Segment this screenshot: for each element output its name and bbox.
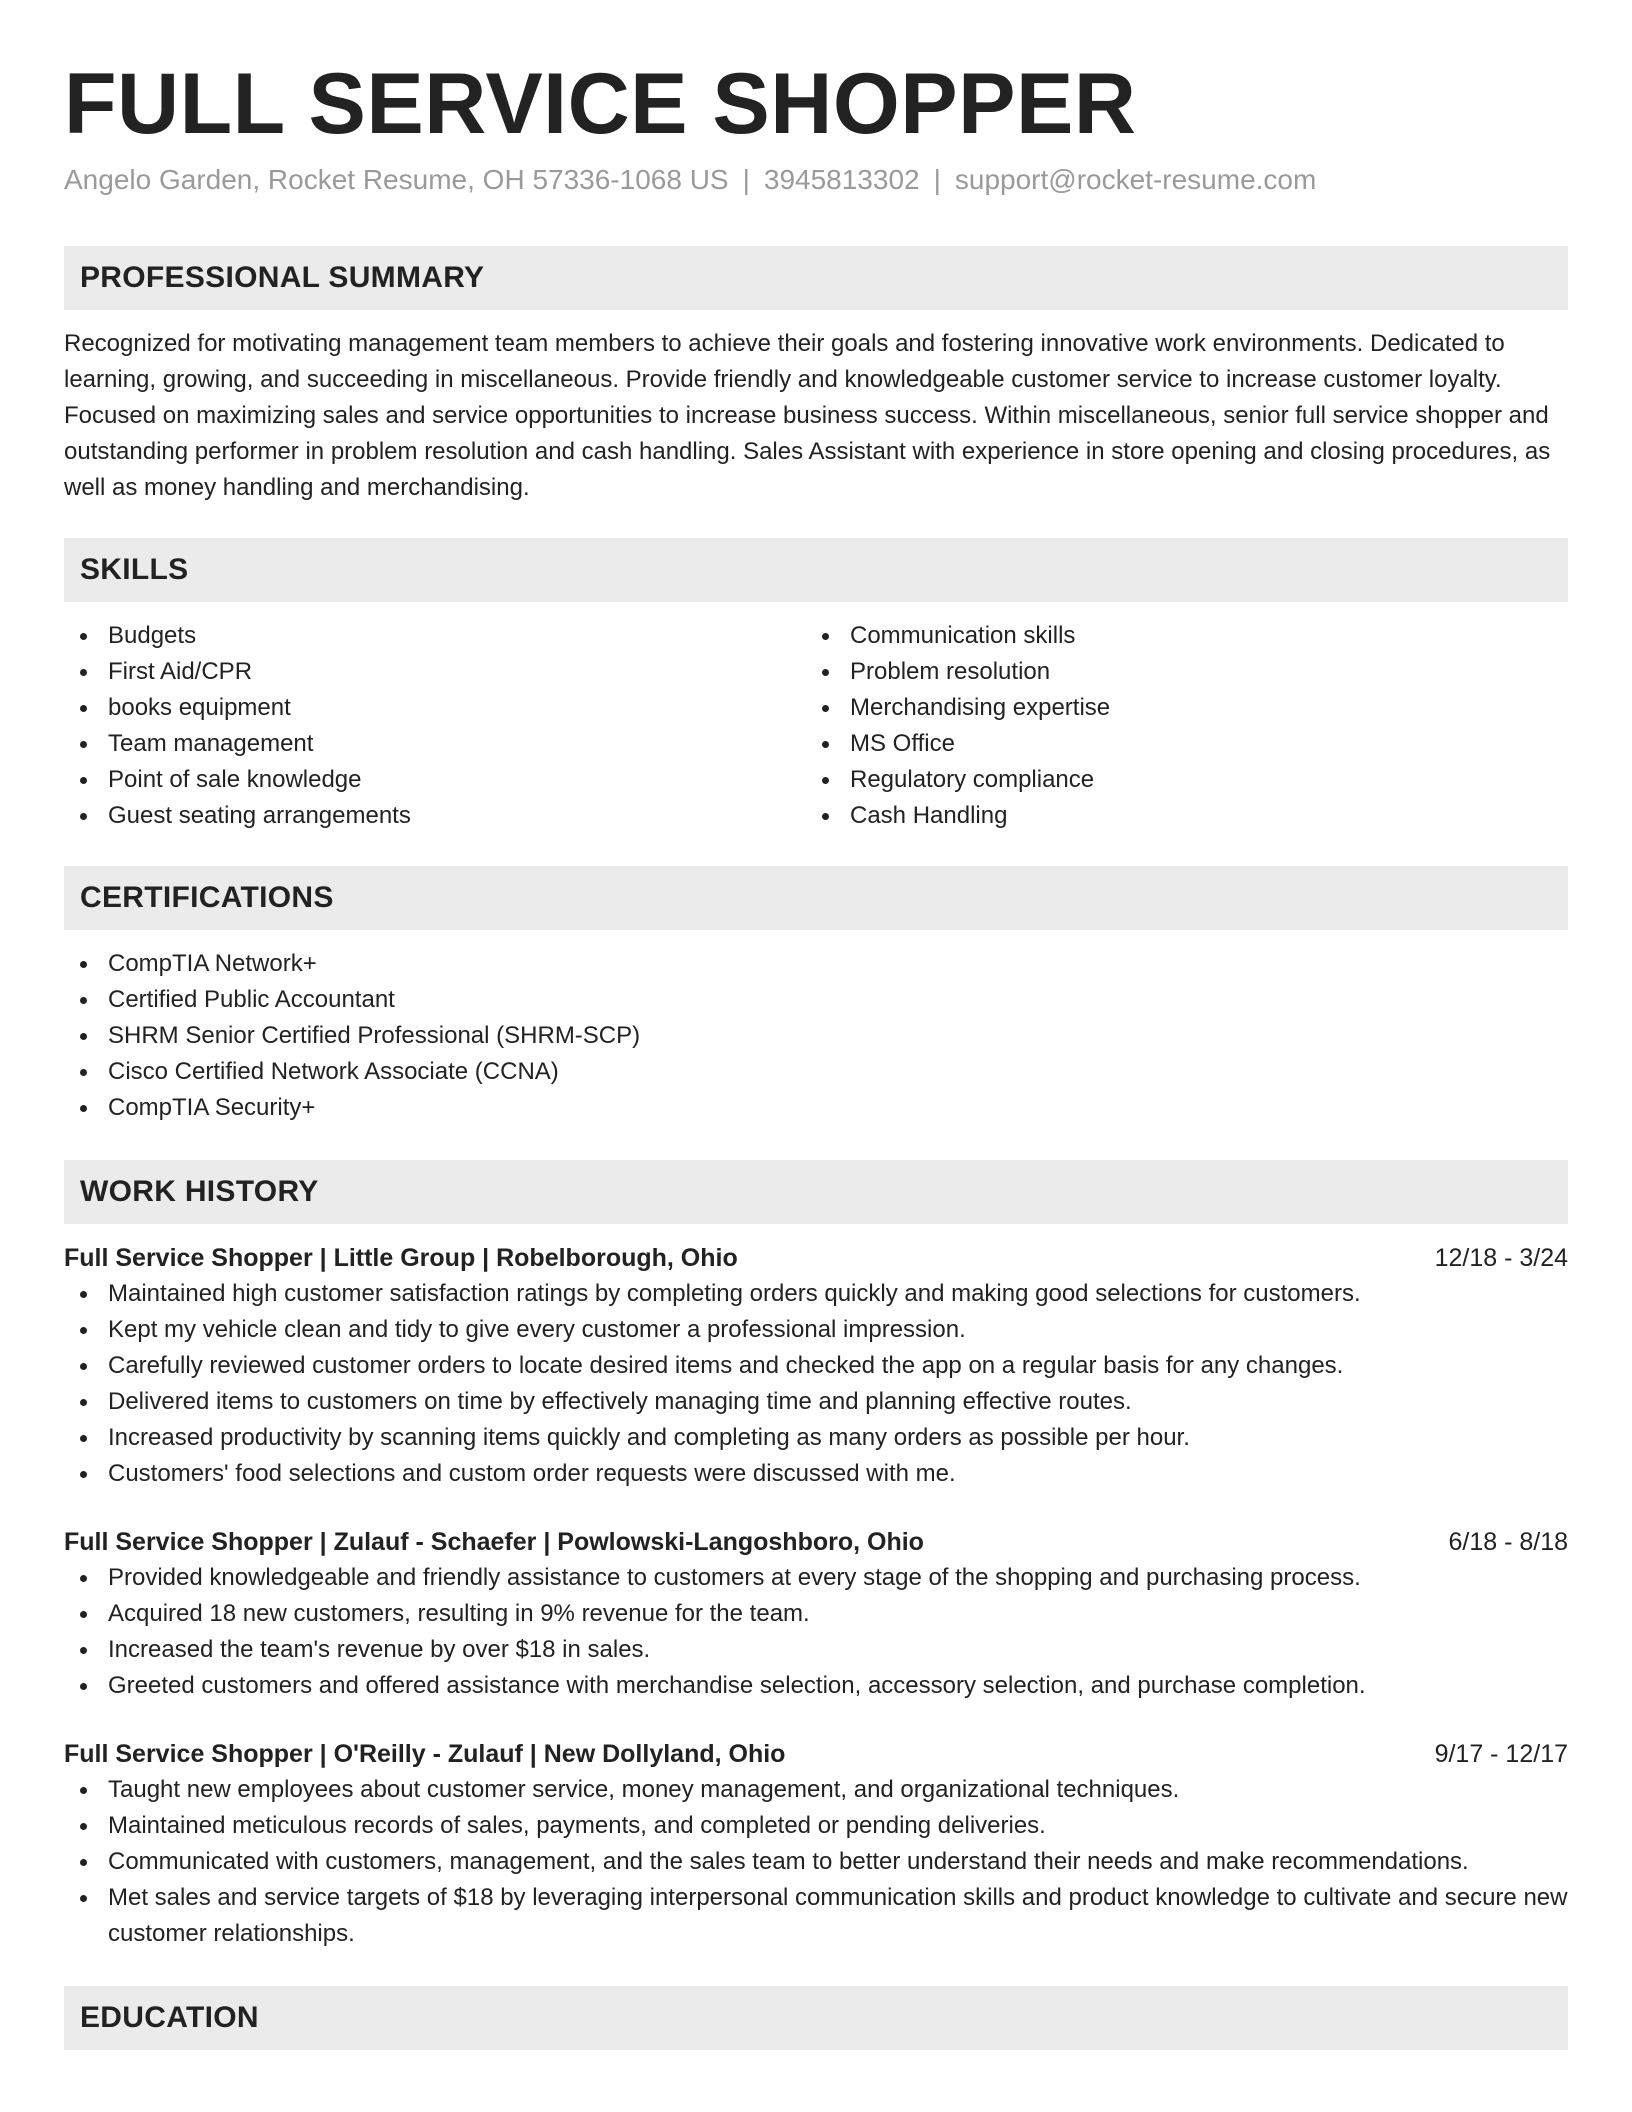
job-bullets — [64, 1560, 1568, 1704]
job-header — [64, 1736, 1568, 1772]
certification-item: CompTIA Network+ — [64, 946, 1568, 982]
skill-item: Budgets — [64, 618, 806, 654]
job-bullet: Delivered items to customers on time by effectively managing time and planning effective routes. — [64, 1384, 1568, 1420]
section-title: WORK HISTORY — [80, 1175, 319, 1208]
job-bullet: Greeted customers and offered assistance with merchandise selection, accessory selection, and purchase completion. — [64, 1668, 1568, 1704]
contact-line — [64, 162, 1568, 198]
section-header-work-history — [64, 1160, 1568, 1224]
job-bullet: Carefully reviewed customer orders to locate desired items and checked the app on a regular basis for any changes. — [64, 1348, 1568, 1384]
job-dates: 9/17 - 12/17 — [1434, 1740, 1568, 1768]
skills-list — [64, 618, 1568, 834]
skill-item: Cash Handling — [806, 798, 1548, 834]
job-bullet: Maintained high customer satisfaction ratings by completing orders quickly and making good selections for customers. — [64, 1276, 1568, 1312]
certification-item: Certified Public Accountant — [64, 982, 1568, 1018]
job-entry — [64, 1240, 1568, 1492]
job-bullet: Maintained meticulous records of sales, payments, and completed or pending deliveries. — [64, 1808, 1568, 1844]
skill-item: Regulatory compliance — [806, 762, 1548, 798]
skill-item: Point of sale knowledge — [64, 762, 806, 798]
skill-item: Team management — [64, 726, 806, 762]
skill-item: Problem resolution — [806, 654, 1548, 690]
job-bullet: Communicated with customers, management, and the sales team to better understand their needs and make recommendations. — [64, 1844, 1568, 1880]
certification-item: Cisco Certified Network Associate (CCNA) — [64, 1054, 1568, 1090]
certification-item: CompTIA Security+ — [64, 1090, 1568, 1126]
job-header — [64, 1524, 1568, 1560]
job-title: Full Service Shopper | O'Reilly - Zulauf | New Dollyland, Ohio — [64, 1740, 786, 1768]
job-bullet: Taught new employees about customer service, money management, and organizational techniques. — [64, 1772, 1568, 1808]
job-bullets — [64, 1772, 1568, 1952]
resume-name: FULL SERVICE SHOPPER — [64, 56, 1137, 152]
job-bullets — [64, 1276, 1568, 1492]
job-bullet: Kept my vehicle clean and tidy to give every customer a professional impression. — [64, 1312, 1568, 1348]
skill-item: First Aid/CPR — [64, 654, 806, 690]
job-dates: 6/18 - 8/18 — [1448, 1528, 1568, 1556]
job-dates: 12/18 - 3/24 — [1434, 1244, 1568, 1272]
job-title: Full Service Shopper | Zulauf - Schaefer | Powlowski-Langoshboro, Ohio — [64, 1528, 924, 1556]
contact-separator: | — [933, 164, 941, 195]
skills-column-right — [806, 618, 1548, 834]
contact-email: support@rocket-resume.com — [954, 164, 1317, 195]
job-bullet: Increased productivity by scanning items quickly and completing as many orders as possible per hour. — [64, 1420, 1568, 1456]
section-title: SKILLS — [80, 553, 189, 586]
contact-address: Angelo Garden, Rocket Resume, OH 57336-1068 US — [64, 164, 729, 195]
section-title: EDUCATION — [80, 2001, 259, 2034]
job-bullet: Increased the team's revenue by over $18 in sales. — [64, 1632, 1568, 1668]
section-title: PROFESSIONAL SUMMARY — [80, 261, 485, 294]
section-header-certifications — [64, 866, 1568, 930]
job-bullet: Provided knowledgeable and friendly assistance to customers at every stage of the shopping and purchasing process. — [64, 1560, 1568, 1596]
job-header — [64, 1240, 1568, 1276]
skill-item: Guest seating arrangements — [64, 798, 806, 834]
section-title: CERTIFICATIONS — [80, 881, 334, 914]
section-header-skills — [64, 538, 1568, 602]
job-bullet: Acquired 18 new customers, resulting in 9% revenue for the team. — [64, 1596, 1568, 1632]
job-bullet: Customers' food selections and custom order requests were discussed with me. — [64, 1456, 1568, 1492]
section-header-summary — [64, 246, 1568, 310]
contact-phone: 3945813302 — [763, 164, 920, 195]
job-bullet: Met sales and service targets of $18 by leveraging interpersonal communication skills and product knowledge to cultivate and secure new customer relationships. — [64, 1880, 1568, 1952]
job-entry — [64, 1524, 1568, 1704]
job-title: Full Service Shopper | Little Group | Robelborough, Ohio — [64, 1244, 738, 1272]
skill-item: Communication skills — [806, 618, 1548, 654]
certification-item: SHRM Senior Certified Professional (SHRM-SCP) — [64, 1018, 1568, 1054]
contact-separator: | — [742, 164, 750, 195]
section-header-education — [64, 1986, 1568, 2050]
skills-column-left — [64, 618, 806, 834]
job-entry — [64, 1736, 1568, 1952]
skill-item: Merchandising expertise — [806, 690, 1548, 726]
skill-item: MS Office — [806, 726, 1548, 762]
certifications-list — [64, 946, 1568, 1126]
skill-item: books equipment — [64, 690, 806, 726]
summary-text: Recognized for motivating management team members to achieve their goals and fostering innovative work environments. Dedicated to learning, growing, and succeeding in miscellaneous. Provide friendly and knowledgeable customer service to increase customer loyalty. Focused on maximizing sales and service opportunities to increase business success. Within miscellaneous, senior full service shopper and outstanding performer in problem resolution and cash handling. Sales Assistant with experience in store opening and closing procedures, as well as money handling and merchandising. — [64, 330, 1551, 501]
